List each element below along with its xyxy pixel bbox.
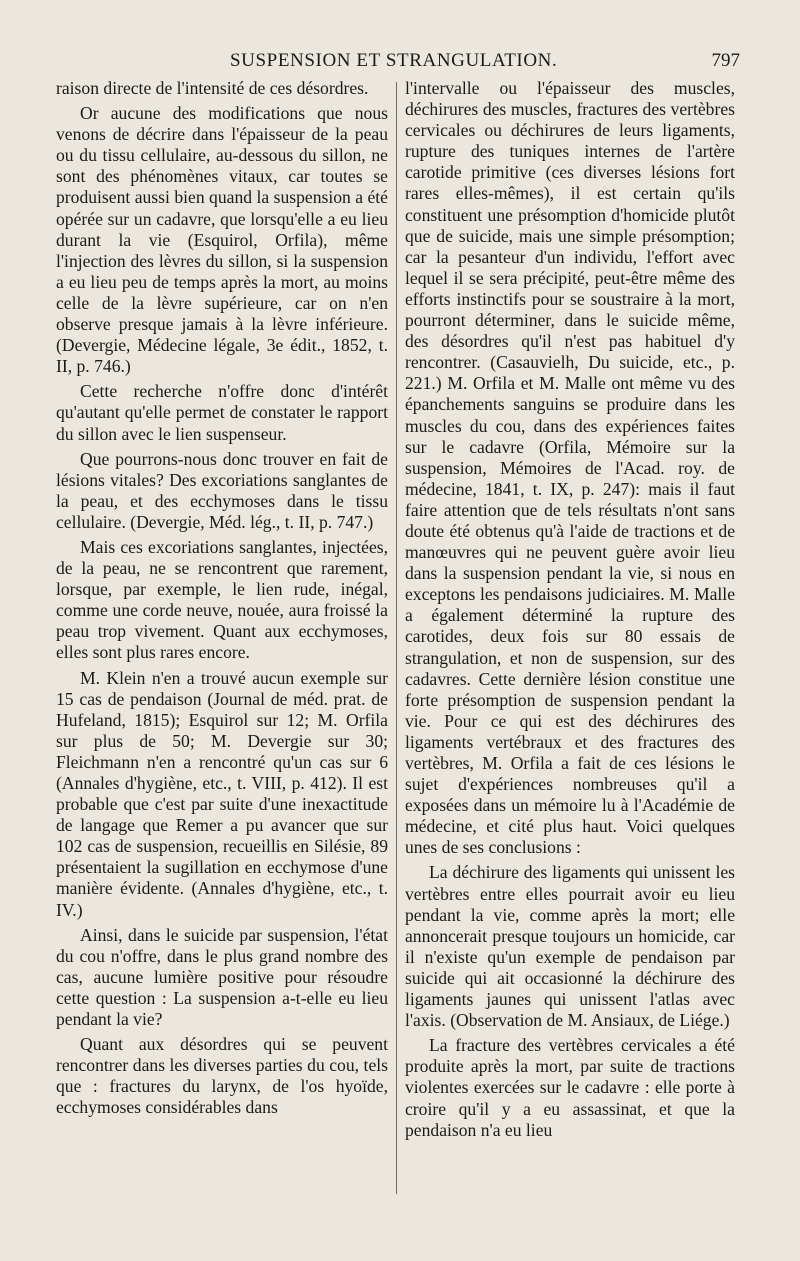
paragraph: Quant aux désordres qui se peuvent rencontrer dans les diverses parties du cou, tels que : fractures du larynx, de l'os hyoïde, ecchymoses considérables dans <box>56 1034 388 1118</box>
column-divider <box>396 82 397 1194</box>
paragraph: La fracture des vertèbres cervicales a été produite après la mort, par suite de tractions violentes exercées sur le cadavre : elle porte à croire qu'il y a eu assassinat, et que la pendaison n'a eu lieu <box>405 1035 735 1140</box>
paragraph: M. Klein n'en a trouvé aucun exemple sur 15 cas de pendaison (Journal de méd. prat. de Hufeland, 1815); Esquirol sur 12; M. Orfila sur plus de 50; M. Devergie sur 30; Fleichmann n'en a rencontré qu'un cas sur 6 (Annales d'hygiène, etc., t. VIII, p. 412). Il est probable que c'est par suite d'une inexactitude de langage que Remer a pu avancer que sur 102 cas de suspension, recueillis en Silésie, 89 présentaient la sugillation en ecchymose d'une manière évidente. (Annales d'hygiène, etc., t. IV.) <box>56 667 388 920</box>
paragraph: La déchirure des ligaments qui unissent les vertèbres entre elles pourrait avoir eu lieu pendant la vie, comme après la mort; elle annoncerait presque toujours un homicide, car il n'existe qu'un exemple de pendaison par suicide qui ait occasionné la déchirure des ligaments jaunes qui unissent l'atlas avec l'axis. (Observation de M. Ansiaux, de Liége.) <box>405 862 735 1031</box>
paragraph: Cette recherche n'offre donc d'intérêt qu'autant qu'elle permet de constater le rapport du sillon avec le lien suspenseur. <box>56 381 388 444</box>
left-column <box>56 78 388 1119</box>
running-title: SUSPENSION ET STRANGULATION. <box>230 50 558 71</box>
page-header <box>52 50 740 76</box>
paragraph: l'intervalle ou l'épaisseur des muscles, déchirures des muscles, fractures des vertèbres cervicales ou déchirures de leurs ligaments, rupture des tuniques internes de l'artère carotide primitive (ces diverses lésions fort rares elles-mêmes), il est certain qu'ils constituent une présomption d'homicide plutôt que de suicide, mais une simple présomption; car la pesanteur d'un individu, l'effort avec lequel il se sera précipité, peut-être même des efforts instinctifs pour se soustraire à la mort, pourront déterminer, dans le suicide même, des désordres qu'il n'est pas habituel d'y rencontrer. (Casauvielh, Du suicide, etc., p. 221.) M. Orfila et M. Malle ont même vu des épanchements sanguins se produire dans les muscles du cou, dans des expériences faites sur le cadavre (Orfila, Mémoire sur la suspension, Mémoires de l'Acad. roy. de médecine, 1841, t. IX, p. 247): mais il faut faire attention que de tels résultats n'ont sans doute été obtenus qu'à l'aide de tractions et de manœuvres qui ne peuvent guère avoir lieu dans la suspension pendant la vie, si nous en exceptons les pendaisons judiciaires. M. Malle a également déterminé la rupture des carotides, deux fois sur 80 essais de strangulation, et non de suspension, sur des cadavres. Cette dernière lésion constitue une forte présomption de suspension pendant la vie. Pour ce qui est des déchirures des ligaments vertébraux et des fractures des vertèbres, M. Orfila a fait de ces lésions le sujet d'expériences nombreuses qu'il a exposées dans un mémoire lu à l'Académie de médecine, et cité plus haut. Voici quelques unes de ses conclusions : <box>405 78 735 858</box>
paragraph: Ainsi, dans le suicide par suspension, l'état du cou n'offre, dans le plus grand nombre des cas, aucune lumière positive pour résoudre cette question : La suspension a-t-elle eu lieu pendant la vie? <box>56 924 388 1030</box>
paragraph: Or aucune des modifications que nous venons de décrire dans l'épaisseur de la peau ou du tissu cellulaire, au-dessous du sillon, ne sont des phénomènes vitaux, car toutes se produisent aussi bien quand la suspension a été opérée sur un cadavre, que lorsqu'elle a eu lieu durant la vie (Esquirol, Orfila), même l'injection des lèvres du sillon, si la suspension a eu lieu peu de temps après la mort, au moins celle de la lèvre supérieure, car on n'en observe presque jamais à la lèvre inférieure. (Devergie, Médecine légale, 3e édit., 1852, t. II, p. 746.) <box>56 103 388 377</box>
right-column <box>405 78 735 1141</box>
paragraph: Mais ces excoriations sanglantes, injectées, de la peau, ne se rencontrent que rarement, lorsque, par exemple, le lien rude, inégal, comme une corde neuve, nouée, aura froissé la peau trop vivement. Quant aux ecchymoses, elles sont plus rares encore. <box>56 536 388 663</box>
paragraph: Que pourrons-nous donc trouver en fait de lésions vitales? Des excoriations sanglantes de la peau, et des ecchymoses dans le tissu cellulaire. (Devergie, Méd. lég., t. II, p. 747.) <box>56 448 388 532</box>
paragraph: raison directe de l'intensité de ces désordres. <box>56 78 369 98</box>
page-number: 797 <box>711 50 740 71</box>
